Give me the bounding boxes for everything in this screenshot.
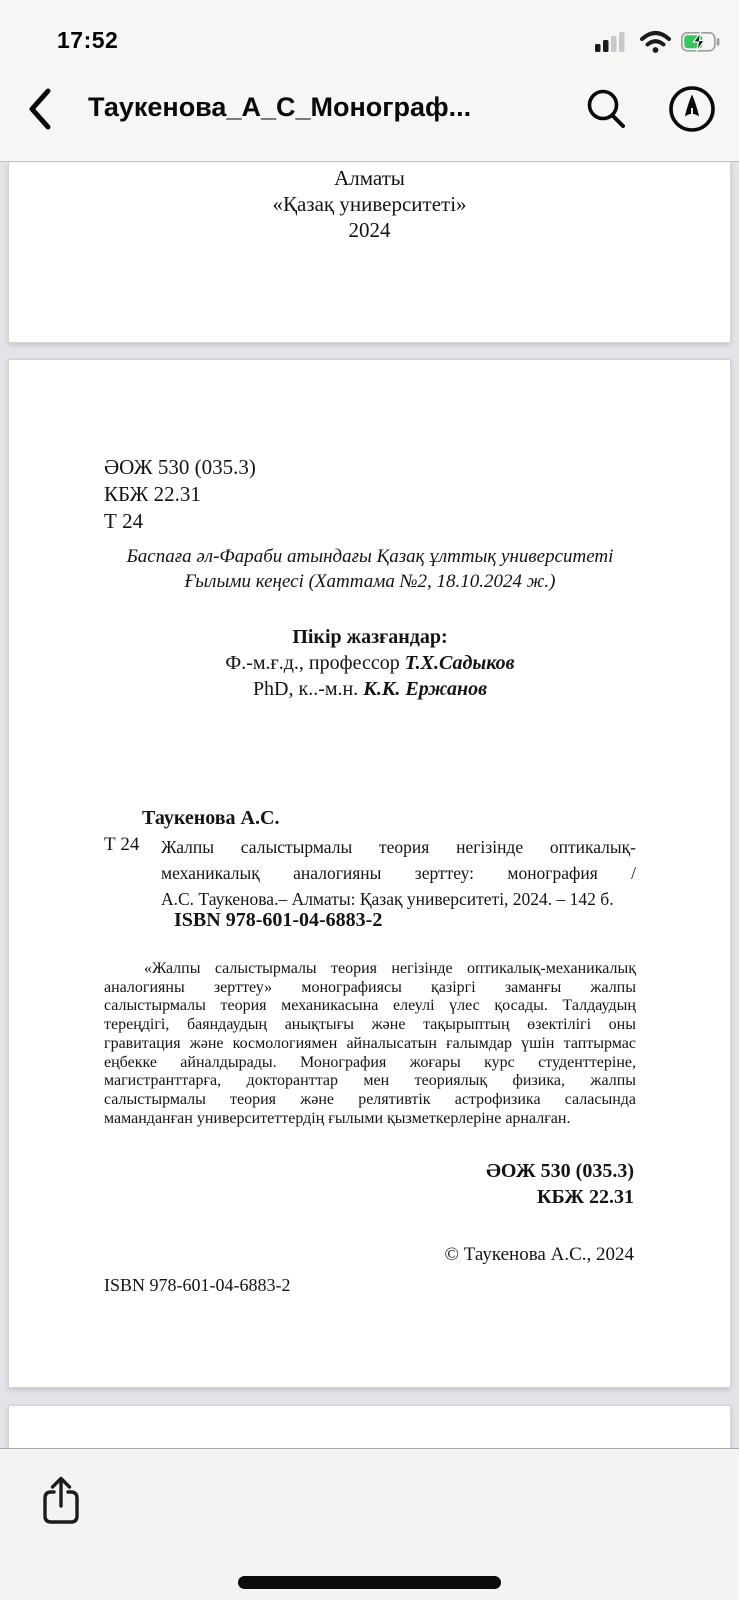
- bbk-line: КБЖ 22.31: [104, 482, 201, 506]
- bottom-toolbar: [0, 1448, 739, 1600]
- reviewer-1: Ф.-м.ғ.д., профессор Т.Х.Садыков: [225, 652, 515, 674]
- imprint-block: [9, 165, 730, 243]
- status-time: 17:52: [57, 27, 119, 53]
- udc-line: ӘОЖ 530 (035.3): [104, 455, 256, 479]
- document-viewer[interactable]: [0, 162, 739, 1600]
- copyright-line: © Таукенова А.С., 2024: [444, 1244, 634, 1265]
- cellular-signal-icon: [595, 30, 630, 59]
- pdf-page-3: [8, 1405, 731, 1451]
- status-icons: [595, 30, 721, 59]
- isbn-bottom: ISBN 978-601-04-6883-2: [104, 1275, 291, 1295]
- share-icon: [38, 1475, 84, 1530]
- reviewers-block: [104, 624, 636, 702]
- home-indicator[interactable]: [238, 1576, 501, 1589]
- share-button[interactable]: [32, 1471, 90, 1533]
- author-sign-line: Т 24: [104, 509, 144, 533]
- battery-charging-icon: [681, 31, 721, 58]
- back-button[interactable]: [18, 88, 62, 134]
- abstract-paragraph: «Жалпы салыстырмалы теория негізінде оптикалық-механикалық аналогияны зерттеу» монографиясы қазіргі заманғы жалпы салыстырмалы теория механикасына елеулі үлес қосады. Талдаудың тереңдігі, баяндаудың анықтығы және тақырыптың өзектілігі оны гравитация және космологиямен айналысатын ғалымдар үшін таптырмас еңбекке айналдырады. Монография жоғары курс студенттеріне, магистранттарға, докторанттар мен теориялық физика, жалпы салыстырмалы теория және релятивтік астрофизика саласында маманданған университеттердің ғылыми қызметкерлеріне арналған.: [104, 960, 636, 1127]
- citation-code: Т 24: [104, 834, 140, 855]
- search-button[interactable]: [581, 86, 631, 136]
- udc-codes: [104, 454, 256, 535]
- markup-button[interactable]: [667, 86, 717, 136]
- imprint-publisher: «Қазақ университеті»: [272, 192, 467, 216]
- imprint-city: Алматы: [334, 166, 405, 190]
- reviewers-heading: Пікір жазғандар:: [292, 626, 448, 648]
- navigation-bar: [0, 60, 739, 161]
- top-chrome: [0, 0, 739, 162]
- search-icon: [583, 86, 629, 137]
- pdf-page-2: [8, 359, 731, 1388]
- isbn-number: ISBN 978-601-04-6883-2: [174, 909, 383, 931]
- imprint-year: 2024: [348, 218, 391, 242]
- reviewer-2: PhD, к..-м.н. К.К. Ержанов: [252, 678, 488, 700]
- approval-note: Баспаға әл-Фараби атындағы Қазақ ұлттық университеті Ғылыми кеңесі (Хаттама №2, 18.10.2024 ж.): [126, 546, 614, 592]
- markup-pen-icon: [667, 84, 717, 139]
- udc-codes-right: ӘОЖ 530 (035.3) КБЖ 22.31: [486, 1160, 634, 1208]
- document-title: Таукенова_А_С_Монограф...: [88, 92, 472, 122]
- chevron-left-icon: [27, 86, 53, 137]
- wifi-icon: [639, 30, 672, 59]
- author-name: Таукенова А.С.: [142, 807, 280, 829]
- pdf-page-1: [8, 162, 731, 343]
- bibliographic-citation: Жалпы салыстырмалы теория негізінде оптикалық- механикалық аналогияны зерттеу: монография / А.С. Таукенова.– Алматы: Қазақ университеті, 2024. – 142 б.: [161, 837, 636, 909]
